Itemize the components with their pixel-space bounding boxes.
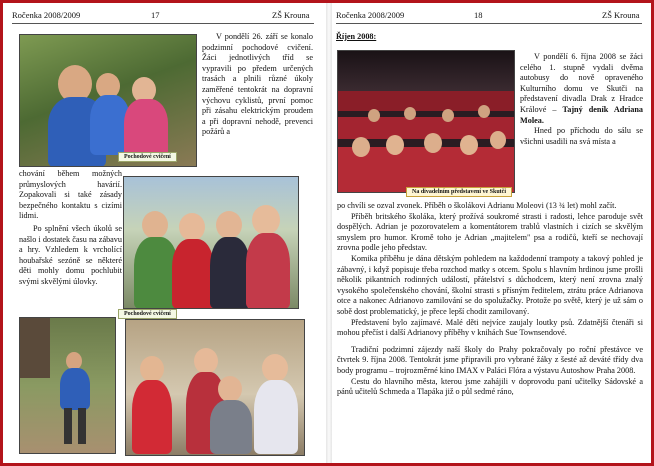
photo-girls-table — [125, 319, 305, 456]
child-face — [442, 109, 454, 122]
child-jacket — [210, 237, 250, 309]
child-leg — [64, 408, 72, 444]
theater-dark-back — [338, 51, 514, 91]
right-header-rule — [336, 23, 642, 24]
child-face — [460, 135, 478, 155]
article-pochodove-col2: chování během možných průmyslových havárií. Zopakovali si také zásady bezpečného kontaktu s cizími lidmi. Po splnění všech úkolů se našlo i dostatek času na zábavu a hry. Vzhledem k vrcholící houbařské sezóně se některé děti mohly domu pochlubit svými skvělými úlovky. — [19, 169, 122, 286]
cabin-wall — [20, 318, 50, 378]
right-page-number: 18 — [474, 10, 483, 20]
caption-theater: Na divadelním představení ve Skutči — [406, 187, 512, 197]
article-theater-body: po chvíli se ozval zvonek. Příběh o školákovi Adrianu Moleovi (13 ¾ let) mohl začít. Příběh britského školáka, který prožívá soukromé strasti i radosti, lehce paroduje svět dospělých. Adrian je pozorovatelem a komentátorem trablů vlastních i cizích se skvělým smyslem pro humor. Kromě toho je Adrian „majitelem" psa a rodičů, kteří se nechovají zrovna podle jeho představ. Komika příběhu je dána dětským pohledem na každodenní trampoty a takový pohled je zábavný, i když popisuje třeba rozchod matky s otcem. Spolu s hlavním hrdinou jsme prošli několik pikantních rodinných událostí, přátelství s důchodcem, který není zrovna znalý vysokého společenského chování, školní strasti s přísným ředitelem, ztrátu práce Adrianova otce a nakonec Adrianovo zamilování se do spolužačky. Protože po světě, který je už sám o sobě dost problematický, je přece lepší chodit zamilovaný. Představení bylo zajímavé. Malé děti nejvíce zaujaly loutky psů. Zdatnější čtenáři si mohou přečíst i další Adrianovy příběhy v knihách Sue Townsendové. Tradiční podzimní zájezdy naší školy do Prahy pokračovaly po roční přestávce ve čtvrtek 9. října 2008. Tentokrát jsme připravili pro vybrané žáky z šesté až deváté třídy dva body programu – trojrozměrné kino IMAX v Paláci Flóra a výstavu Autoshow Praha 2008. Cestu do hlavního města, kterou jsme zahájili v doprovodu paní učitelky Sádovské a pánů učitelů Schmeda a Tlapáka již o půl sedmé ráno, — [337, 201, 643, 397]
child-jacket — [210, 400, 252, 454]
child-face — [262, 354, 288, 382]
child-face — [179, 213, 205, 241]
child-face — [218, 376, 242, 402]
child-jacket — [254, 380, 298, 454]
child-face — [140, 356, 164, 382]
book-gutter — [326, 3, 332, 463]
caption-pochodove-2: Pochodové cvičení — [118, 309, 177, 319]
para-cesta: Cestu do hlavního města, kterou jsme zahájili v doprovodu paní učitelky Sádovské a pánů učitelů Schmeda a Tlapáka již o půl sedmé ráno, — [337, 376, 643, 397]
left-page-number: 17 — [151, 10, 160, 20]
photo-boy-trail — [19, 317, 116, 454]
left-page — [8, 6, 323, 460]
child-face — [424, 133, 442, 153]
child-face — [386, 135, 404, 155]
child-jacket — [172, 239, 214, 309]
child-leg — [78, 408, 86, 444]
para-komika: Komika příběhu je dána dětským pohledem na každodenní trampoty a takový pohled je zábavný, i když popisuje třeba rozchod matky s otcem. Spolu s hlavním hrdinou jsme prošli několik pikantních rodinných událostí, přátelství s důchodcem, který není zrovna znalý vysokého společenského chování, školní strasti s přísným ředitelem, ztrátu práce Adrianova otce a nakonec Adrianovo zamilování se do spolužačky. Protože po světě, který je už sám o sobě dost problematický, je přece lepší chodit zamilovaný. — [337, 253, 643, 316]
child-jacket — [60, 368, 90, 410]
child-face — [252, 205, 280, 235]
child-face — [368, 109, 380, 122]
left-header-title: Ročenka 2008/2009 — [12, 10, 81, 20]
photo-forest-kids — [19, 34, 197, 167]
child-jacket — [124, 99, 168, 159]
child-face — [194, 348, 218, 374]
child-face — [478, 105, 490, 118]
caption-pochodove-1: Pochodové cvičení — [118, 152, 177, 162]
para-zajezdy: Tradiční podzimní zájezdy naší školy do Prahy pokračovaly po roční přestávce ve čtvrtek 9. října 2008. Tentokrát jsme připravili pro vybrané žáky z šesté až deváté třídy dva body programu – trojrozměrné kino IMAX v Paláci Flóra a výstavu Autoshow Praha 2008. — [337, 344, 643, 375]
child-jacket — [246, 233, 290, 309]
article-theater-intro: V pondělí 6. října 2008 se žáci celého 1. stupně vydali dvěma autobusy do nově opraveného Kulturního domu ve Skutči na představení divadla Drak z Hradce Králové – Tajný deník Adriana Molea. Hned po příchodu do sálu se všichni usadili na svá místa a — [520, 52, 643, 146]
para-britsky: Příběh britského školáka, který prožívá soukromé strasti i radosti, lehce paroduje svět dospělých. Adrian je pozorovatelem a komentátorem trablů vlastních i cizích se skvělým smyslem pro humor. Kromě toho je Adrian „majitelem" psa a rodičů, kteří se nechovají zrovna podle jeho představ. — [337, 211, 643, 253]
article-pochodove-col1: V pondělí 26. září se konalo podzimní pochodové cvičení. Žáci jednotlivých tříd se vypravili po předem určených trasách a plnili různé úkoly zaměřené tentokrát na dopravní výchovu cyklistů, první pomoc při zásahu elektrickým proudem a při dopravní nehodě, prevenci požárů a — [202, 32, 313, 137]
photo-girls-group — [123, 176, 299, 309]
section-title: Říjen 2008: — [336, 32, 377, 41]
right-header-title: Ročenka 2008/2009 — [336, 10, 405, 20]
photo-theater — [337, 50, 515, 193]
child-jacket — [132, 380, 172, 454]
child-face — [490, 131, 506, 149]
child-face — [352, 137, 370, 157]
right-header-school: ZŠ Krouna — [602, 10, 640, 20]
left-header-school: ZŠ Krouna — [272, 10, 310, 20]
right-page — [334, 6, 647, 460]
left-header-rule — [12, 23, 314, 24]
child-face — [142, 211, 168, 239]
child-face — [404, 107, 416, 120]
para-predstaveni: Představení bylo zajímavé. Malé děti nejvíce zaujaly loutky psů. Zdatnější čtenáři si mohou přečíst i další Adrianovy příběhy v knihách Sue Townsendové. — [337, 317, 643, 338]
child-face — [216, 211, 242, 239]
